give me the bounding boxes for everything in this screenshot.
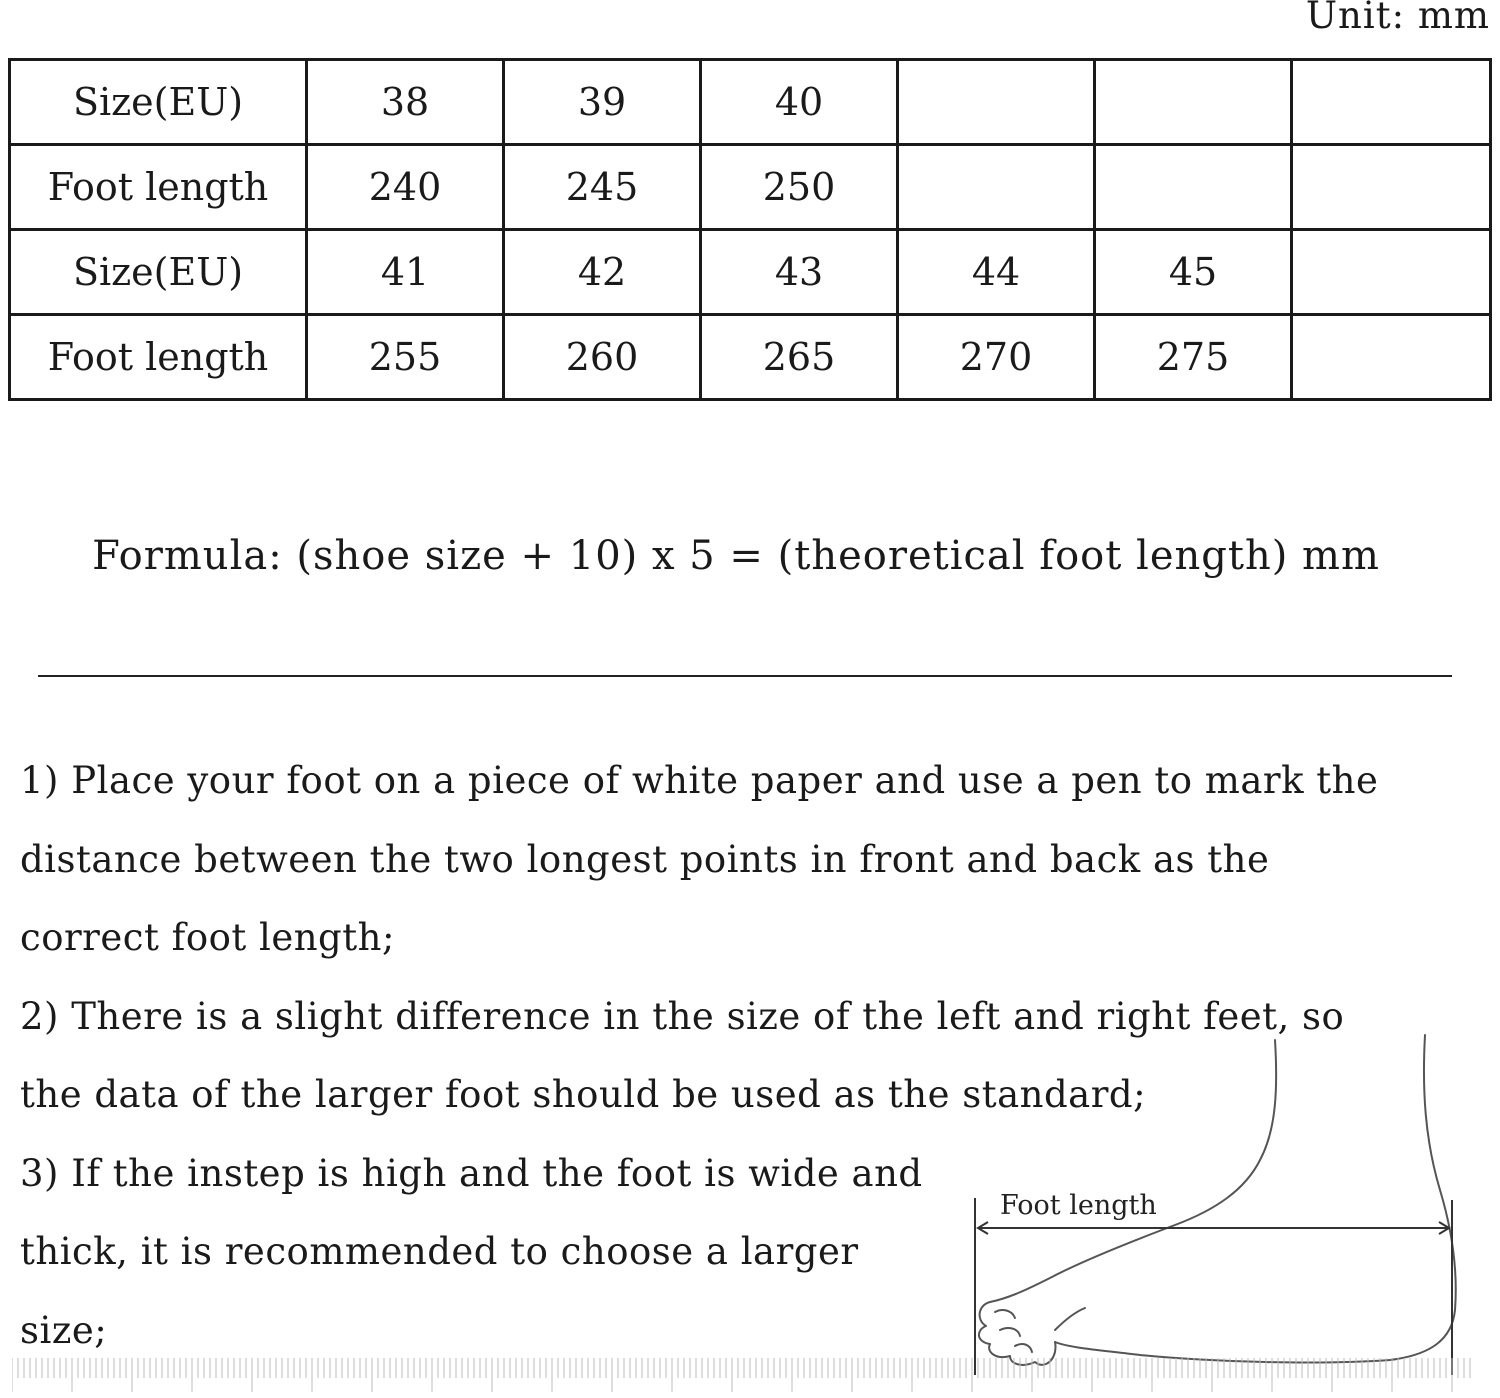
table-cell: 45 (1095, 230, 1292, 315)
table-cell (1095, 145, 1292, 230)
table-cell: 240 (307, 145, 504, 230)
foot-outline-icon (960, 1030, 1470, 1375)
table-cell: 260 (504, 315, 701, 400)
table-cell (1292, 145, 1491, 230)
row-label: Foot length (10, 315, 307, 400)
table-row (10, 145, 1491, 230)
row-label: Foot length (10, 145, 307, 230)
size-chart-table (8, 58, 1492, 401)
table-cell: 275 (1095, 315, 1292, 400)
table-cell: 40 (701, 60, 898, 145)
table-cell: 41 (307, 230, 504, 315)
row-label: Size(EU) (10, 60, 307, 145)
formula-text: Formula: (shoe size + 10) x 5 = (theoretical foot length) mm (92, 533, 1380, 579)
table-row (10, 60, 1491, 145)
table-cell (898, 60, 1095, 145)
table-cell: 270 (898, 315, 1095, 400)
divider (38, 675, 1452, 677)
table-cell: 43 (701, 230, 898, 315)
table-cell: 245 (504, 145, 701, 230)
instruction-step-3: 3) If the instep is high and the foot is wide and thick, it is recommended to choose a larger size; (20, 1151, 923, 1352)
table-row (10, 230, 1491, 315)
table-cell (1095, 60, 1292, 145)
table-cell: 255 (307, 315, 504, 400)
ruler-icon (12, 1358, 1474, 1394)
table-cell (1292, 60, 1491, 145)
unit-label: Unit: mm (1305, 0, 1490, 37)
foot-length-label: Foot length (1000, 1190, 1157, 1221)
table-cell: 38 (307, 60, 504, 145)
table-row (10, 315, 1491, 400)
table-cell (898, 145, 1095, 230)
table-cell (1292, 315, 1491, 400)
table-cell: 39 (504, 60, 701, 145)
row-label: Size(EU) (10, 230, 307, 315)
table-cell (1292, 230, 1491, 315)
instruction-step-2: 2) There is a slight difference in the size of the left and right feet, so the data of the larger foot should be used as the standard; (20, 994, 1345, 1116)
table-cell: 250 (701, 145, 898, 230)
table-cell: 265 (701, 315, 898, 400)
table-cell: 44 (898, 230, 1095, 315)
table-cell: 42 (504, 230, 701, 315)
instruction-step-1: 1) Place your foot on a piece of white paper and use a pen to mark the distance between the two longest points in front and back as the correct foot length; (20, 759, 1379, 959)
